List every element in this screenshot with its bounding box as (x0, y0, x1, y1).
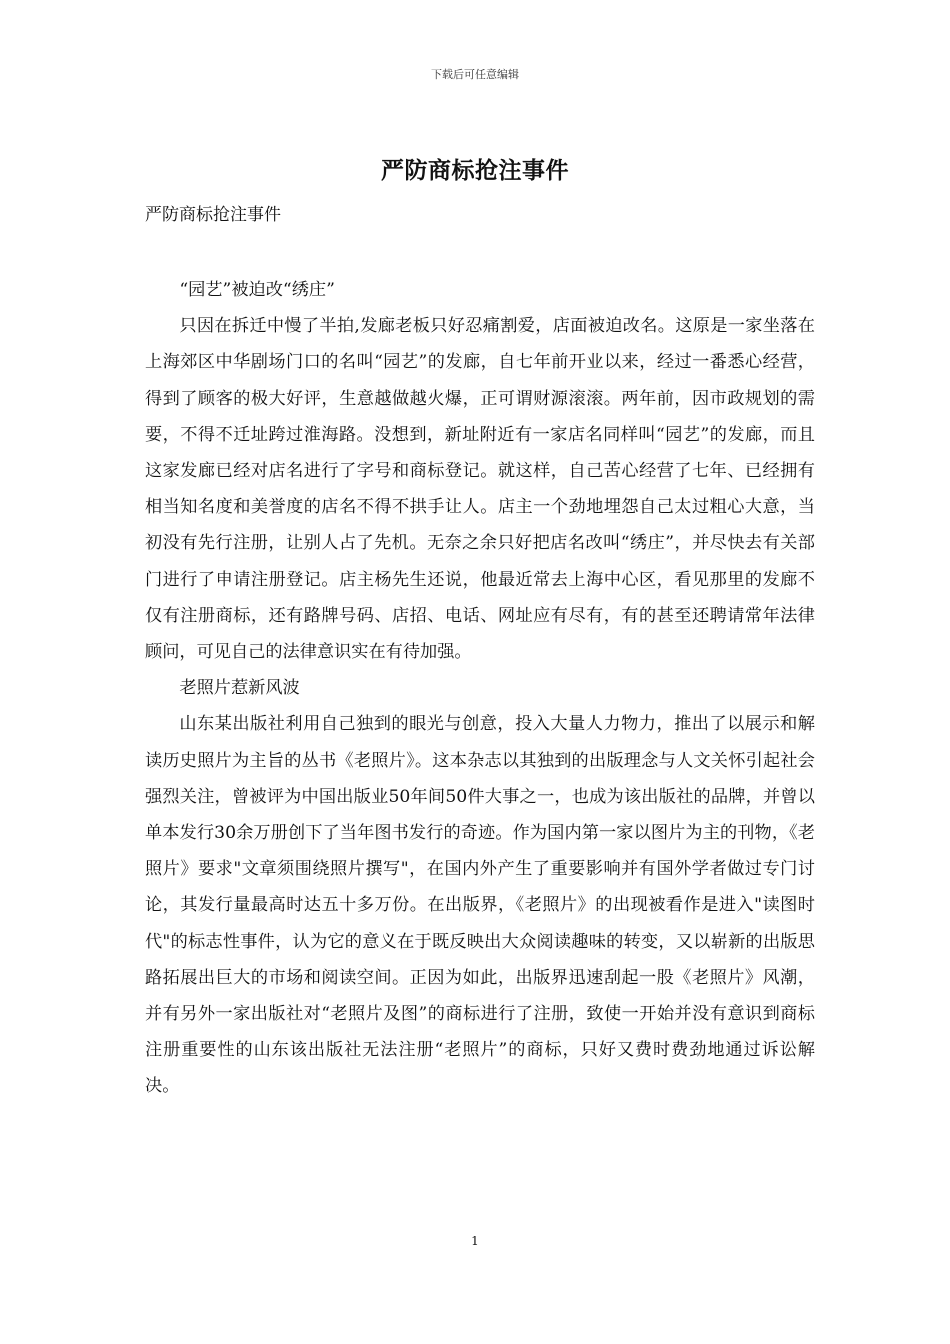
section-paragraph-yuanyi: 只因在拆迁中慢了半拍,发廊老板只好忍痛割爱，店面被迫改名。这原是一家坐落在上海郊区中华剧场门口的名叫“园艺”的发廊，自七年前开业以来，经过一番悉心经营，得到了顾客的极大好评，生意越做越火爆，正可谓财源滚滚。两年前，因市政规划的需要，不得不迁址跨过淮海路。没想到，新址附近有一家店名同样叫“园艺”的发廊，而且这家发廊已经对店名进行了字号和商标登记。就这样，自己苦心经营了七年、已经拥有相当知名度和美誉度的店名不得不拱手让人。店主一个劲地埋怨自己太过粗心大意，当初没有先行注册，让别人占了先机。无奈之余只好把店名改叫“绣庄”，并尽快去有关部门进行了申请注册登记。店主杨先生还说，他最近常去上海中心区，看见那里的发廊不仅有注册商标，还有路牌号码、店招、电话、网址应有尽有，有的甚至还聘请常年法律顾问，可见自己的法律意识实在有待加强。 (145, 316, 815, 663)
section-heading-yuanyi: “园艺”被迫改“绣庄” (179, 280, 335, 300)
document-title: 严防商标抢注事件 (381, 157, 569, 184)
header-note: 下载后可任意编辑 (431, 68, 519, 81)
page-number: 1 (471, 1234, 479, 1248)
section-heading-old-photos: 老照片惹新风波 (179, 678, 300, 699)
section-paragraph-old-photos: 山东某出版社利用自己独到的眼光与创意，投入大量人力物力，推出了以展示和解读历史照片为主旨的丛书《老照片》。这本杂志以其独到的出版理念与人文关怀引起社会强烈关注，曾被评为中国出版业50年间50件大事之一，也成为该出版社的品牌，并曾以单本发行30余万册创下了当年图书发行的奇迹。作为国内第一家以图片为主的刊物，《老照片》要求"文章须围绕照片撰写"，在国内外产生了重要影响并有国外学者做过专门讨论，其发行量最高时达五十多万份。在出版界，《老照片》的出现被看作是进入"读图时代"的标志性事件，认为它的意义在于既反映出大众阅读趣味的转变，又以崭新的出版思路拓展出巨大的市场和阅读空间。正因为如此，出版界迅速刮起一股《老照片》风潮，并有另外一家出版社对“老照片及图”的商标进行了注册，致使一开始并没有意识到商标注册重要性的山东该出版社无法注册“老照片”的商标，只好又费时费劲地通过诉讼解决。 (145, 714, 815, 1097)
document-subtitle: 严防商标抢注事件 (145, 205, 281, 225)
document-body (145, 272, 815, 1105)
